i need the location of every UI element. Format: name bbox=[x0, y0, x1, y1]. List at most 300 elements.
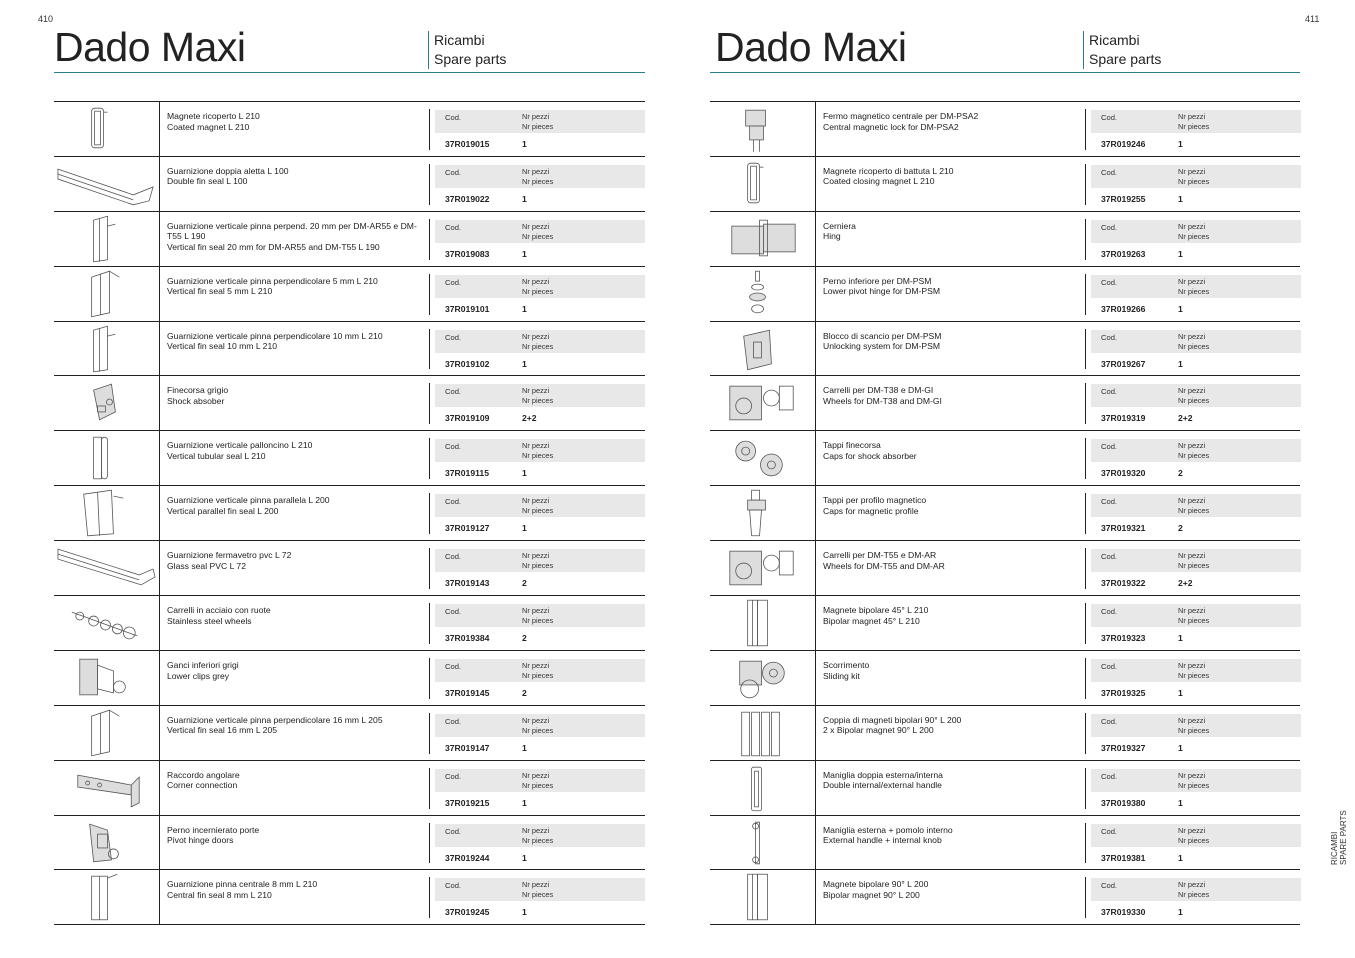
part-description bbox=[823, 495, 1078, 516]
wheels-set-icon bbox=[54, 596, 159, 650]
table-row bbox=[54, 322, 645, 377]
column-divider bbox=[1085, 438, 1086, 479]
part-code: 37R019102 bbox=[445, 358, 490, 369]
code-label: Cod. bbox=[445, 332, 462, 342]
part-image bbox=[710, 431, 816, 485]
part-name-it: Guarnizione verticale pinna perpend. 20 mm per DM-AR55 e DM-T55 L 190 bbox=[167, 220, 417, 242]
part-quantity: 2 bbox=[522, 578, 527, 589]
code-label: Cod. bbox=[1101, 113, 1118, 122]
column-divider bbox=[1085, 274, 1086, 315]
header-rule bbox=[710, 72, 1300, 73]
code-header-box bbox=[1091, 165, 1301, 188]
part-quantity: 1 bbox=[1178, 852, 1183, 863]
part-description bbox=[167, 660, 422, 681]
vertical-fin-seal-icon bbox=[54, 706, 159, 760]
part-code: 37R019327 bbox=[1101, 742, 1146, 753]
table-row bbox=[710, 267, 1300, 322]
pieces-label-en: Nr pieces bbox=[1178, 396, 1210, 406]
part-name-en: Caps for magnetic profile bbox=[823, 505, 919, 516]
part-name-it: Guarnizione pinna centrale 8 mm L 210 bbox=[167, 879, 318, 890]
column-divider bbox=[1085, 383, 1086, 424]
pieces-label-it: Nr pezzi bbox=[522, 606, 550, 616]
part-description bbox=[823, 550, 1078, 571]
part-code: 37R019381 bbox=[1101, 852, 1146, 863]
bipolar-magnet-icon bbox=[710, 596, 815, 650]
pieces-label bbox=[1178, 551, 1209, 571]
table-row bbox=[710, 102, 1300, 157]
page-title: Dado Maxi bbox=[715, 24, 907, 70]
part-image bbox=[710, 541, 816, 595]
part-name-it: Ganci inferiori grigi bbox=[167, 659, 239, 670]
pieces-label bbox=[522, 826, 553, 846]
section-heading bbox=[1083, 31, 1161, 69]
part-code: 37R019143 bbox=[445, 578, 490, 589]
column-divider bbox=[429, 548, 430, 589]
part-description bbox=[167, 276, 422, 297]
part-description bbox=[823, 660, 1078, 681]
part-name-en: Vertical parallel fin seal L 200 bbox=[167, 505, 279, 516]
part-code: 37R019145 bbox=[445, 687, 490, 698]
code-header-box bbox=[1091, 275, 1301, 298]
part-description bbox=[167, 879, 422, 900]
pivot-pin-icon bbox=[710, 267, 815, 321]
part-image bbox=[54, 870, 160, 924]
part-code: 37R019325 bbox=[1101, 687, 1146, 698]
pieces-label-en: Nr pieces bbox=[522, 780, 554, 790]
part-code: 37R019127 bbox=[445, 523, 490, 534]
side-tab-label bbox=[1330, 810, 1348, 865]
pieces-label-it: Nr pezzi bbox=[522, 112, 550, 121]
pieces-label-it: Nr pezzi bbox=[522, 331, 550, 341]
pieces-label-en: Nr pieces bbox=[522, 616, 554, 626]
part-quantity: 1 bbox=[1178, 303, 1183, 314]
table-row bbox=[54, 486, 645, 541]
pieces-label-it: Nr pezzi bbox=[1178, 441, 1206, 451]
pieces-label-en: Nr pieces bbox=[1178, 341, 1210, 351]
code-label: Cod. bbox=[1101, 442, 1118, 452]
column-divider bbox=[1085, 493, 1086, 534]
part-name-en: Lower clips grey bbox=[167, 670, 230, 681]
code-header-box bbox=[435, 604, 645, 627]
pieces-label bbox=[1178, 496, 1209, 516]
code-header-box bbox=[435, 878, 645, 901]
part-code: 37R019244 bbox=[445, 852, 490, 863]
part-name-en: Wheels for DM-T55 and DM-AR bbox=[823, 560, 945, 571]
magnetic-lock-icon bbox=[710, 102, 815, 156]
part-description bbox=[167, 221, 422, 253]
table-row bbox=[54, 761, 645, 816]
table-row bbox=[710, 157, 1300, 212]
part-image bbox=[710, 486, 816, 540]
code-label: Cod. bbox=[1101, 552, 1118, 562]
double-handle-icon bbox=[710, 761, 815, 815]
code-label: Cod. bbox=[1101, 661, 1118, 671]
code-label: Cod. bbox=[1101, 277, 1118, 287]
code-header-box bbox=[1091, 549, 1301, 572]
part-name-en: Vertical fin seal 5 mm L 210 bbox=[167, 286, 273, 297]
part-image bbox=[54, 376, 160, 430]
column-divider bbox=[1085, 219, 1086, 260]
part-name-it: Tappi finecorsa bbox=[823, 440, 881, 451]
pieces-label-it: Nr pezzi bbox=[522, 551, 550, 561]
part-image bbox=[54, 267, 160, 321]
part-quantity: 1 bbox=[522, 303, 527, 314]
part-name-en: Vertical fin seal 16 mm L 205 bbox=[167, 725, 278, 736]
part-description bbox=[823, 825, 1078, 846]
column-divider bbox=[1085, 603, 1086, 644]
pieces-label-en: Nr pieces bbox=[522, 122, 554, 131]
part-description bbox=[823, 770, 1078, 791]
section-heading bbox=[428, 31, 506, 69]
section-title-it: Ricambi bbox=[434, 32, 485, 48]
pieces-label bbox=[522, 771, 553, 791]
section-title-en: Spare parts bbox=[434, 51, 507, 67]
part-image bbox=[54, 761, 160, 815]
pieces-label bbox=[1178, 716, 1209, 736]
part-name-en: Wheels for DM-T38 and DM-GI bbox=[823, 396, 942, 407]
column-divider bbox=[429, 877, 430, 918]
table-row bbox=[710, 761, 1300, 816]
pieces-label bbox=[1178, 277, 1209, 297]
pieces-label bbox=[1178, 606, 1209, 626]
part-description bbox=[823, 331, 1078, 352]
part-name-it: Coppia di magneti bipolari 90° L 200 bbox=[823, 714, 962, 725]
part-code: 37R019255 bbox=[1101, 193, 1146, 204]
pieces-label-en: Nr pieces bbox=[1178, 561, 1210, 571]
part-image bbox=[710, 102, 816, 156]
part-description bbox=[167, 166, 422, 187]
part-name-it: Raccordo angolare bbox=[167, 769, 240, 780]
part-image bbox=[54, 651, 160, 705]
parts-table bbox=[710, 101, 1300, 925]
code-header-box bbox=[435, 165, 645, 188]
part-quantity: 1 bbox=[522, 907, 527, 918]
pieces-label bbox=[522, 606, 553, 626]
section-title-it: Ricambi bbox=[1089, 32, 1140, 48]
part-name-it: Tappi per profilo magnetico bbox=[823, 495, 927, 506]
shock-absorber-icon bbox=[54, 376, 159, 430]
code-header-box bbox=[1091, 439, 1301, 462]
column-divider bbox=[429, 109, 430, 150]
pieces-label bbox=[522, 167, 553, 187]
table-row bbox=[54, 816, 645, 871]
pieces-label bbox=[1178, 386, 1209, 406]
part-image bbox=[710, 651, 816, 705]
pieces-label-it: Nr pezzi bbox=[1178, 386, 1206, 396]
part-name-it: Magnete bipolare 90° L 200 bbox=[823, 879, 929, 890]
pieces-label-en: Nr pieces bbox=[1178, 286, 1210, 296]
table-row bbox=[710, 541, 1300, 596]
part-image bbox=[710, 322, 816, 376]
part-name-it: Perno inferiore per DM-PSM bbox=[823, 275, 932, 286]
part-image bbox=[710, 376, 816, 430]
pieces-label-it: Nr pezzi bbox=[522, 386, 550, 396]
code-header-box bbox=[1091, 330, 1301, 353]
end-caps-icon bbox=[710, 431, 815, 485]
part-description bbox=[167, 111, 422, 132]
part-code: 37R019147 bbox=[445, 742, 490, 753]
code-label: Cod. bbox=[1101, 826, 1118, 836]
column-divider bbox=[1085, 768, 1086, 809]
pieces-label-en: Nr pieces bbox=[1178, 725, 1210, 735]
part-code: 37R019022 bbox=[445, 193, 490, 204]
pieces-label-it: Nr pezzi bbox=[522, 496, 550, 506]
code-header-box bbox=[1091, 110, 1301, 133]
part-name-it: Guarnizione verticale pinna perpendicolare 5 mm L 210 bbox=[167, 275, 378, 286]
code-label: Cod. bbox=[445, 442, 462, 452]
pieces-label bbox=[1178, 222, 1209, 242]
pieces-label bbox=[522, 496, 553, 516]
part-name-en: Central magnetic lock for DM-PSA2 bbox=[823, 121, 959, 132]
part-image bbox=[710, 870, 816, 924]
part-code: 37R019245 bbox=[445, 907, 490, 918]
part-name-it: Guarnizione verticale pinna perpendicolare 10 mm L 210 bbox=[167, 330, 383, 341]
table-row bbox=[710, 816, 1300, 871]
pieces-label-it: Nr pezzi bbox=[522, 221, 550, 231]
part-image bbox=[710, 157, 816, 211]
pieces-label-it: Nr pezzi bbox=[1178, 331, 1206, 341]
code-header-box bbox=[1091, 714, 1301, 737]
part-image bbox=[54, 541, 160, 595]
pieces-label-it: Nr pezzi bbox=[522, 660, 550, 670]
column-divider bbox=[1085, 713, 1086, 754]
code-label: Cod. bbox=[445, 277, 462, 287]
part-code: 37R019263 bbox=[1101, 248, 1146, 259]
part-description bbox=[167, 331, 422, 352]
part-quantity: 2 bbox=[1178, 468, 1183, 479]
hinge-icon bbox=[710, 212, 815, 266]
part-name-en: Caps for shock absorber bbox=[823, 450, 917, 461]
part-name-en: 2 x Bipolar magnet 90° L 200 bbox=[823, 725, 934, 736]
part-quantity: 2 bbox=[1178, 523, 1183, 534]
unlock-block-icon bbox=[710, 322, 815, 376]
code-header-box bbox=[435, 549, 645, 572]
code-header-box bbox=[1091, 494, 1301, 517]
part-description bbox=[823, 715, 1078, 736]
part-code: 37R019320 bbox=[1101, 468, 1146, 479]
pieces-label bbox=[522, 880, 553, 900]
glass-seal-icon bbox=[54, 541, 159, 595]
code-header-box bbox=[435, 275, 645, 298]
pieces-label bbox=[1178, 441, 1209, 461]
part-code: 37R019322 bbox=[1101, 578, 1146, 589]
part-quantity: 1 bbox=[1178, 687, 1183, 698]
part-name-it: Magnete ricoperto L 210 bbox=[167, 111, 260, 121]
code-label: Cod. bbox=[445, 771, 462, 781]
part-description bbox=[167, 440, 422, 461]
pieces-label bbox=[522, 551, 553, 571]
pieces-label-en: Nr pieces bbox=[522, 231, 554, 241]
column-divider bbox=[429, 658, 430, 699]
part-description bbox=[167, 495, 422, 516]
part-description bbox=[823, 221, 1078, 242]
code-header-box bbox=[1091, 220, 1301, 243]
part-description bbox=[167, 385, 422, 406]
code-label: Cod. bbox=[445, 661, 462, 671]
part-description bbox=[823, 440, 1078, 461]
part-image bbox=[54, 596, 160, 650]
code-header-box bbox=[435, 220, 645, 243]
column-divider bbox=[1085, 877, 1086, 918]
part-name-en: Double fin seal L 100 bbox=[167, 176, 248, 187]
part-name-it: Guarnizione verticale palloncino L 210 bbox=[167, 440, 313, 451]
part-name-it: Guarnizione doppia aletta L 100 bbox=[167, 165, 289, 176]
part-quantity: 1 bbox=[1178, 139, 1183, 149]
part-quantity: 1 bbox=[522, 797, 527, 808]
pieces-label bbox=[522, 222, 553, 242]
column-divider bbox=[429, 493, 430, 534]
side-label-it: RICAMBI bbox=[1330, 831, 1339, 865]
code-header-box bbox=[435, 384, 645, 407]
double-fin-seal-icon bbox=[54, 157, 159, 211]
table-row bbox=[54, 651, 645, 706]
part-name-en: External handle + internal knob bbox=[823, 835, 942, 846]
part-code: 37R019330 bbox=[1101, 907, 1146, 918]
part-quantity: 2+2 bbox=[522, 413, 537, 424]
part-quantity: 1 bbox=[522, 358, 527, 369]
pieces-label-it: Nr pezzi bbox=[1178, 770, 1206, 780]
part-name-it: Carrelli per DM-T38 e DM-GI bbox=[823, 385, 934, 396]
magnet-profile-icon bbox=[54, 102, 159, 156]
column-divider bbox=[1085, 329, 1086, 370]
pieces-label-en: Nr pieces bbox=[1178, 506, 1210, 516]
column-divider bbox=[1085, 548, 1086, 589]
table-row bbox=[54, 102, 645, 157]
code-label: Cod. bbox=[1101, 716, 1118, 726]
column-divider bbox=[1085, 823, 1086, 864]
part-name-it: Fermo magnetico centrale per DM-PSA2 bbox=[823, 111, 979, 121]
part-name-en: Hing bbox=[823, 231, 841, 242]
column-divider bbox=[429, 383, 430, 424]
part-quantity: 1 bbox=[522, 139, 527, 149]
code-label: Cod. bbox=[445, 387, 462, 397]
code-header-box bbox=[1091, 384, 1301, 407]
profile-cap-icon bbox=[710, 486, 815, 540]
pieces-label-en: Nr pieces bbox=[522, 341, 554, 351]
part-image bbox=[710, 706, 816, 760]
part-name-it: Maniglia doppia esterna/interna bbox=[823, 769, 943, 780]
part-description bbox=[167, 605, 422, 626]
part-name-en: Bipolar magnet 45° L 210 bbox=[823, 615, 920, 626]
roller-carriage-icon bbox=[710, 376, 815, 430]
part-description bbox=[167, 770, 422, 791]
part-description bbox=[167, 825, 422, 846]
part-code: 37R019266 bbox=[1101, 303, 1146, 314]
column-divider bbox=[429, 274, 430, 315]
column-divider bbox=[429, 603, 430, 644]
parallel-fin-seal-icon bbox=[54, 486, 159, 540]
pieces-label-en: Nr pieces bbox=[1178, 451, 1210, 461]
pieces-label-it: Nr pezzi bbox=[1178, 496, 1206, 506]
column-divider bbox=[429, 713, 430, 754]
part-name-it: Guarnizione verticale pinna parallela L 200 bbox=[167, 495, 330, 506]
bipolar-magnet-icon bbox=[710, 870, 815, 924]
part-image bbox=[54, 212, 160, 266]
part-quantity: 2 bbox=[522, 633, 527, 644]
header-rule bbox=[54, 72, 645, 73]
part-code: 37R019267 bbox=[1101, 358, 1146, 369]
part-code: 37R019101 bbox=[445, 303, 490, 314]
page-title: Dado Maxi bbox=[54, 24, 246, 70]
code-label: Cod. bbox=[445, 222, 462, 232]
code-header-box bbox=[435, 824, 645, 847]
pieces-label-en: Nr pieces bbox=[522, 561, 554, 571]
part-code: 37R019215 bbox=[445, 797, 490, 808]
code-label: Cod. bbox=[1101, 497, 1118, 507]
part-image bbox=[54, 816, 160, 870]
code-header-box bbox=[435, 330, 645, 353]
part-image bbox=[710, 596, 816, 650]
side-label-en: SPARE PARTS bbox=[1339, 810, 1348, 865]
part-code: 37R019246 bbox=[1101, 139, 1146, 149]
code-label: Cod. bbox=[445, 552, 462, 562]
pieces-label-it: Nr pezzi bbox=[1178, 221, 1206, 231]
pieces-label-en: Nr pieces bbox=[1178, 616, 1210, 626]
part-image bbox=[710, 816, 816, 870]
central-fin-seal-icon bbox=[54, 870, 159, 924]
column-divider bbox=[429, 164, 430, 205]
part-image bbox=[54, 322, 160, 376]
part-code: 37R019115 bbox=[445, 468, 489, 479]
part-quantity: 2 bbox=[522, 687, 527, 698]
code-header-box bbox=[435, 769, 645, 792]
part-name-it: Scorrimento bbox=[823, 659, 870, 670]
pieces-label-it: Nr pezzi bbox=[1178, 660, 1206, 670]
pieces-label-en: Nr pieces bbox=[522, 725, 554, 735]
part-name-it: Magnete ricoperto di battuta L 210 bbox=[823, 165, 954, 176]
magnet-profile-icon bbox=[710, 157, 815, 211]
pieces-label bbox=[1178, 112, 1209, 132]
part-image bbox=[710, 267, 816, 321]
pieces-label-en: Nr pieces bbox=[522, 506, 554, 516]
part-name-en: Pivot hinge doors bbox=[167, 835, 234, 846]
part-code: 37R019323 bbox=[1101, 633, 1146, 644]
part-name-en: Vertical tubular seal L 210 bbox=[167, 450, 266, 461]
code-header-box bbox=[1091, 878, 1301, 901]
pieces-label-en: Nr pieces bbox=[522, 286, 554, 296]
part-name-it: Guarnizione fermavetro pvc L 72 bbox=[167, 550, 292, 561]
pieces-label bbox=[522, 112, 553, 132]
pieces-label-it: Nr pezzi bbox=[522, 166, 550, 176]
pieces-label bbox=[1178, 826, 1209, 846]
part-quantity: 1 bbox=[1178, 248, 1183, 259]
pieces-label-it: Nr pezzi bbox=[522, 770, 550, 780]
part-name-it: Guarnizione verticale pinna perpendicolare 16 mm L 205 bbox=[167, 714, 383, 725]
handle-knob-icon bbox=[710, 816, 815, 870]
right-page bbox=[677, 0, 1354, 958]
part-name-en: Unlocking system for DM-PSM bbox=[823, 341, 940, 352]
part-name-en: Sliding kit bbox=[823, 670, 860, 681]
part-name-en: Vertical fin seal 20 mm for DM-AR55 and DM-T55 L 190 bbox=[167, 241, 380, 252]
table-row bbox=[710, 870, 1300, 925]
table-row bbox=[54, 212, 645, 267]
part-name-it: Cerniera bbox=[823, 220, 856, 231]
pieces-label-en: Nr pieces bbox=[522, 176, 554, 186]
part-code: 37R019083 bbox=[445, 248, 490, 259]
part-name-en: Vertical fin seal 10 mm L 210 bbox=[167, 341, 278, 352]
vertical-seal-icon bbox=[54, 212, 159, 266]
pivot-hinge-icon bbox=[54, 816, 159, 870]
part-name-en: Glass seal PVC L 72 bbox=[167, 560, 246, 571]
column-divider bbox=[1085, 658, 1086, 699]
pieces-label-en: Nr pieces bbox=[1178, 890, 1210, 900]
pieces-label-it: Nr pezzi bbox=[522, 441, 550, 451]
pieces-label-en: Nr pieces bbox=[1178, 231, 1210, 241]
part-name-en: Double internal/external handle bbox=[823, 780, 942, 791]
page-number: 411 bbox=[1305, 14, 1320, 24]
part-name-en: Stainless steel wheels bbox=[167, 615, 252, 626]
part-name-it: Maniglia esterna + pomolo interno bbox=[823, 824, 953, 835]
